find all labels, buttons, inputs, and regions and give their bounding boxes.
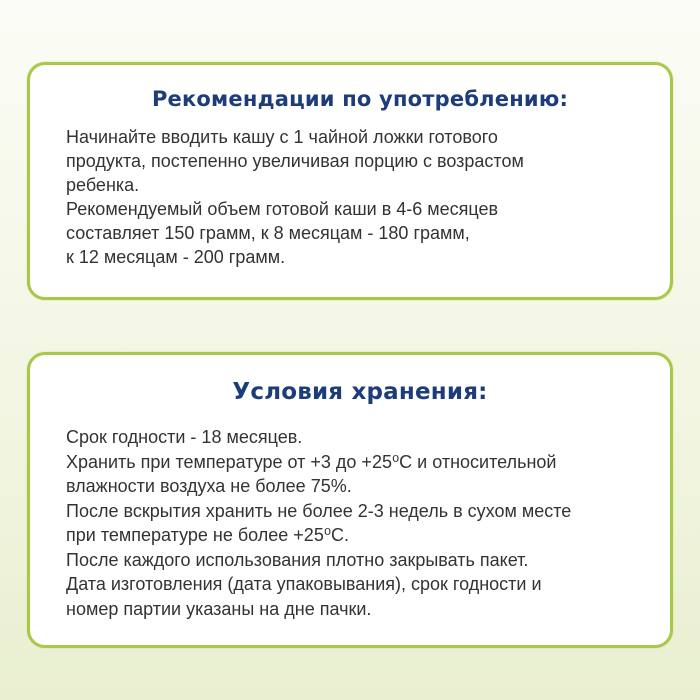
usage-text-line: ребенка.: [66, 175, 140, 195]
usage-recommendations-card: [27, 62, 673, 300]
usage-text: [66, 125, 654, 269]
usage-text-line: к 12 месяцам - 200 грамм.: [66, 247, 286, 267]
usage-text-line: продукта, постепенно увеличивая порцию с возрастом: [66, 151, 524, 171]
storage-text-line: После каждого использования плотно закрывать пакет.: [66, 549, 529, 570]
storage-text-line: После вскрытия хранить не более 2-3 недель в сухом месте: [66, 500, 572, 521]
storage-text: [66, 425, 654, 621]
storage-text-line: Срок годности - 18 месяцев.: [66, 427, 303, 447]
usage-text-line: составляет 150 грамм, к 8 месяцам - 180 грамм,: [66, 223, 470, 243]
storage-conditions-card: [27, 352, 673, 648]
storage-text-line: при температуре не более +25⁰С.: [66, 525, 350, 545]
storage-text-line: влажности воздуха не более 75%.: [66, 476, 352, 496]
usage-text-line: Рекомендуемый объем готовой каши в 4-6 месяцев: [66, 199, 499, 219]
usage-title: Рекомендации по употреблению:: [151, 87, 569, 111]
usage-text-line: Начинайте вводить кашу с 1 чайной ложки готового: [66, 127, 498, 147]
storage-text-line: номер партии указаны на дне пачки.: [66, 598, 372, 619]
storage-text-line: Дата изготовления (дата упаковывания), срок годности и: [66, 574, 542, 594]
storage-title: Условия хранения:: [232, 379, 488, 405]
storage-text-line: Хранить при температуре от +3 до +25⁰С и относительной: [66, 451, 557, 472]
